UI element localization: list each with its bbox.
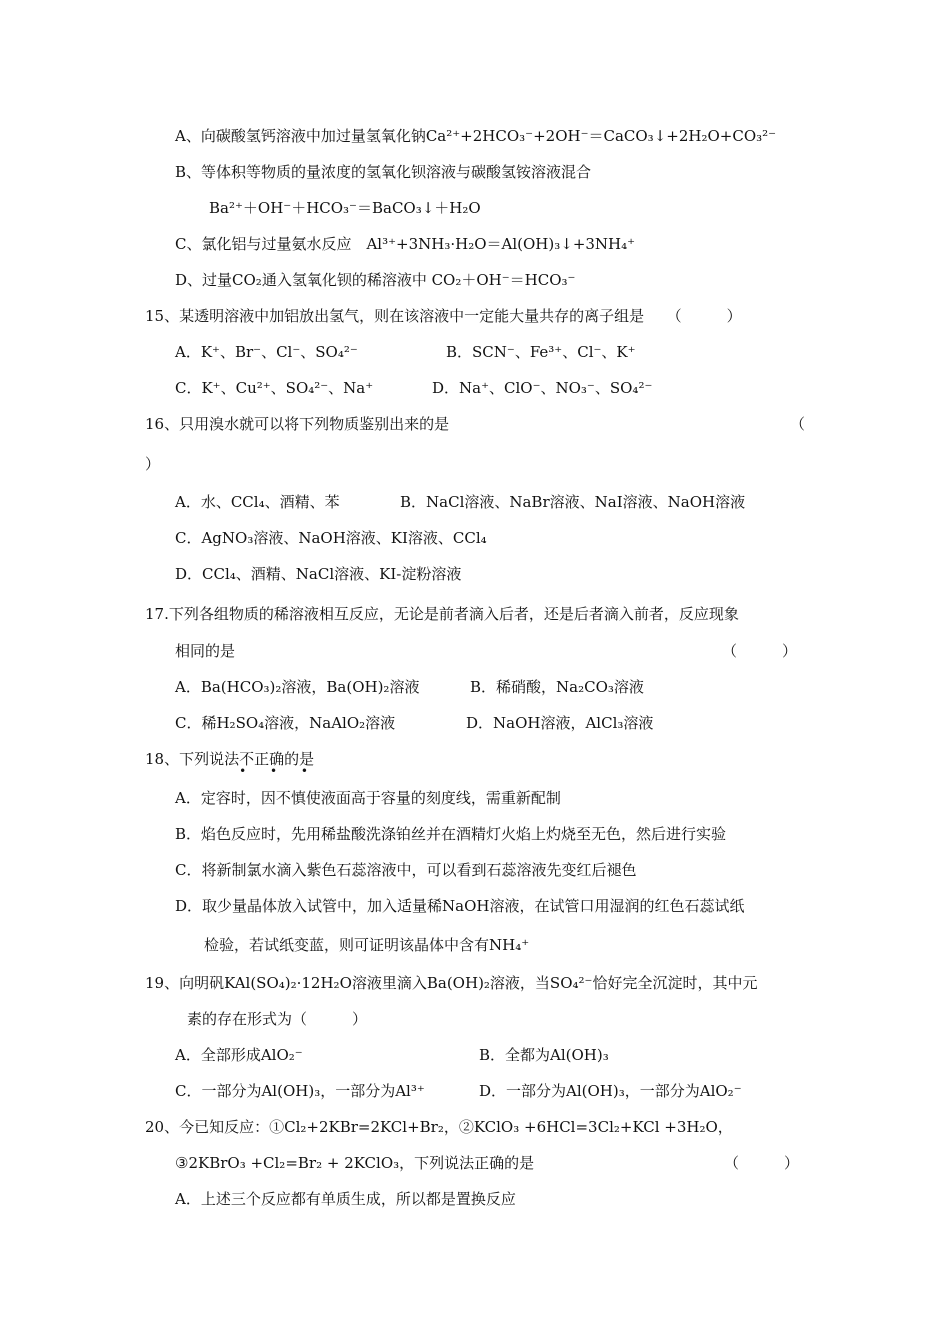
- q17-answer-bracket: （ ）: [722, 642, 798, 660]
- q16-bracket-close: ）: [145, 455, 161, 473]
- q15-option-b: B．SCN⁻、Fe³⁺、Cl⁻、K⁺: [446, 343, 636, 361]
- emphasis-dots: • • •: [239, 764, 318, 778]
- q18-stem: [145, 749, 318, 778]
- q19-stem-cont: 素的存在形式为（ ）: [187, 1010, 368, 1028]
- q14-option-d: D、过量CO₂通入氢氧化钡的稀溶液中 CO₂＋OH⁻＝HCO₃⁻: [175, 271, 576, 289]
- q15-option-d: D．Na⁺、ClO⁻、NO₃⁻、SO₄²⁻: [432, 379, 653, 397]
- q14-option-a: A、向碳酸氢钙溶液中加过量氢氧化钠Ca²⁺+2HCO₃⁻+2OH⁻＝CaCO₃↓+2H₂O+CO₃²⁻: [175, 127, 777, 145]
- q17-stem-cont: 相同的是: [175, 642, 236, 660]
- q17-stem: 17.下列各组物质的稀溶液相互反应，无论是前者滴入后者，还是后者滴入前者，反应现象: [145, 605, 739, 623]
- q14-option-c: C、氯化铝与过量氨水反应 Al³⁺+3NH₃·H₂O＝Al(OH)₃↓+3NH₄⁺: [175, 235, 636, 253]
- q18-option-c: C．将新制氯水滴入紫色石蕊溶液中，可以看到石蕊溶液先变红后褪色: [175, 861, 637, 879]
- q18-stem-prefix: 18、下列说法: [145, 750, 240, 768]
- q18-option-d: D．取少量晶体放入试管中，加入适量稀NaOH溶液，在试管口用湿润的红色石蕊试纸: [175, 897, 745, 915]
- q18-option-d-cont: 检验，若试纸变蓝，则可证明该晶体中含有NH₄⁺: [204, 936, 530, 954]
- q16-option-d: D．CCl₄、酒精、NaCl溶液、KI-淀粉溶液: [175, 565, 462, 583]
- q19-stem: 19、向明矾KAl(SO₄)₂·12H₂O溶液里滴入Ba(OH)₂溶液，当SO₄²⁻恰好完全沉淀时，其中元: [145, 974, 758, 992]
- q16-option-c: C．AgNO₃溶液、NaOH溶液、KI溶液、CCl₄: [175, 529, 487, 547]
- q20-stem: 20、今已知反应：①Cl₂+2KBr=2KCl+Br₂，②KClO₃ +6HCl=3Cl₂+KCl +3H₂O，: [145, 1118, 733, 1136]
- q19-option-c: C．一部分为Al(OH)₃，一部分为Al³⁺: [175, 1082, 425, 1100]
- q14-option-b-equation: Ba²⁺＋OH⁻＋HCO₃⁻＝BaCO₃↓＋H₂O: [209, 199, 481, 217]
- q20-answer-bracket: （ ）: [724, 1154, 800, 1172]
- q17-option-a: A．Ba(HCO₃)₂溶液，Ba(OH)₂溶液: [175, 678, 420, 696]
- q18-stem-suffix: 的是: [284, 750, 315, 768]
- q16-bracket-open: （: [790, 415, 806, 433]
- q18-option-b: B．焰色反应时，先用稀盐酸洗涤铂丝并在酒精灯火焰上灼烧至无色，然后进行实验: [175, 825, 727, 843]
- q15-stem: 15、某透明溶液中加铝放出氢气，则在该溶液中一定能大量共存的离子组是 （ ）: [145, 307, 742, 325]
- q15-option-a: A．K⁺、Br⁻、Cl⁻、SO₄²⁻: [175, 343, 358, 361]
- q17-option-d: D．NaOH溶液，AlCl₃溶液: [466, 714, 654, 732]
- q19-option-a: A．全部形成AlO₂⁻: [175, 1046, 303, 1064]
- q19-option-b: B．全都为Al(OH)₃: [479, 1046, 609, 1064]
- q16-option-b: B．NaCl溶液、NaBr溶液、NaI溶液、NaOH溶液: [400, 493, 746, 511]
- q16-stem: 16、只用溴水就可以将下列物质鉴别出来的是: [145, 415, 450, 433]
- q18-emphasis-text: 不正确: [239, 750, 285, 768]
- q18-option-a: A．定容时，因不慎使液面高于容量的刻度线，需重新配制: [175, 789, 561, 807]
- q17-option-c: C．稀H₂SO₄溶液，NaAlO₂溶液: [175, 714, 396, 732]
- q15-option-c: C．K⁺、Cu²⁺、SO₄²⁻、Na⁺: [175, 379, 374, 397]
- q17-option-b: B．稀硝酸，Na₂CO₃溶液: [470, 678, 644, 696]
- q20-option-a: A．上述三个反应都有单质生成，所以都是置换反应: [175, 1190, 516, 1208]
- q19-option-d: D．一部分为Al(OH)₃，一部分为AlO₂⁻: [479, 1082, 742, 1100]
- q14-option-b: B、等体积等物质的量浓度的氢氧化钡溶液与碳酸氢铵溶液混合: [175, 163, 592, 181]
- q16-option-a: A．水、CCl₄、酒精、苯: [175, 493, 340, 511]
- q20-stem-cont: ③2KBrO₃ +Cl₂=Br₂ + 2KClO₃，下列说法正确的是: [175, 1154, 535, 1172]
